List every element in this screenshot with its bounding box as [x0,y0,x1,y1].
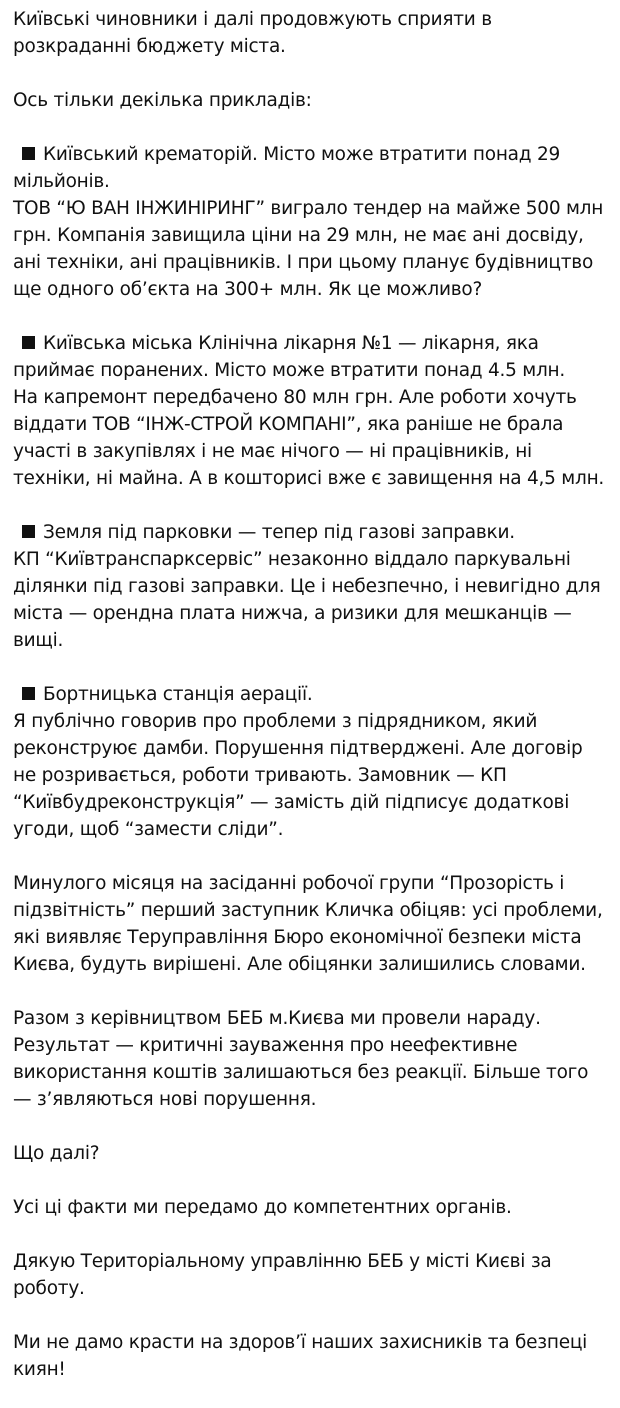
text-line: киян! [13,1359,66,1380]
text-line: Київські чиновники і далі продовжують сприяти в [13,9,492,30]
text-line: Я публічно говорив про проблеми з підрядником, який [13,711,538,732]
post-text [13,6,613,1383]
text-line: ділянки під газові заправки. Це і небезпечно, і невигідно для [13,576,601,597]
example-item-crematorium [13,141,613,303]
black-square-icon [22,336,35,349]
text-line: “Київбудреконструкція” — замість дій підписує додаткові [13,792,570,813]
text-line: ТОВ “Ю ВАН ІНЖИНІРИНГ” виграло тендер на майже 500 млн [13,198,604,219]
meeting-paragraph [13,1005,613,1113]
text-line: Ось тільки декілька прикладів: [13,90,312,111]
black-square-icon [22,687,35,700]
text-line: грн. Компанія завищила ціни на 29 млн, не має ані досвіду, [13,225,584,246]
text-line: На капремонт передбачено 80 млн грн. Але роботи хочуть [13,387,577,408]
text-line: вищі. [13,630,64,651]
example-item-aeration-station [13,681,613,843]
text-line: техніки, ні майна. А в кошторисі вже є завищення на 4,5 млн. [13,468,605,489]
text-line: Дякую Територіальному управлінню БЕБ у місті Києві за [13,1251,552,1272]
text-line [13,141,613,168]
text-line: приймає поранених. Місто може втратити понад 4.5 млн. [13,360,566,381]
example-item-hospital [13,330,613,492]
text-line: ще одного об’єкта на 300+ млн. Як це можливо? [13,279,483,300]
facts-paragraph [13,1194,613,1221]
working-group-paragraph [13,870,613,978]
example-item-parking [13,519,613,654]
intro-paragraph [13,6,613,60]
text-line: Що далі? [13,1143,100,1164]
text-line: участі в закупівлях і не має нічого — ні працівників, ні [13,441,532,462]
text-line: використання коштів залишаються без реакції. Більше того [13,1062,589,1083]
text-line: — з’являються нові порушення. [13,1089,317,1110]
text-line: реконструює дамби. Порушення підтверджені. Але договір [13,738,583,759]
text-line [13,681,613,708]
text-line: підзвітність” перший заступник Кличка обіцяв: усі проблеми, [13,900,603,921]
text-line: ані техніки, ані працівників. І при цьому планує будівництво [13,252,594,273]
text-line: Ми не дамо красти на здоров’ї наших захисників та безпеці [13,1332,588,1353]
text-line: Усі ці факти ми передамо до компетентних органів. [13,1197,512,1218]
text-line: віддати ТОВ “ІНЖ-СТРОЙ КОМПАНІ”, яка раніше не брала [13,414,564,435]
question-paragraph [13,1140,613,1167]
text-line: міста — орендна плата нижча, а ризики для мешканців — [13,603,572,624]
black-square-icon [22,147,35,160]
text-line: угоди, щоб “замести сліди”. [13,819,284,840]
text-line: Минулого місяця на засіданні робочої групи “Прозорість і [13,873,565,894]
item-heading: Київська міська Клінічна лікарня №1 — лікарня, яка [43,333,539,354]
text-line [13,330,613,357]
black-square-icon [22,525,35,538]
text-line: які виявляє Теруправління Бюро економічної безпеки міста [13,927,582,948]
closing-paragraph [13,1329,613,1383]
text-line: КП “Київтранспарксервіс” незаконно віддало паркувальні [13,549,571,570]
examples-lead [13,87,613,114]
text-line: роботу. [13,1278,85,1299]
thanks-paragraph [13,1248,613,1302]
text-line: Результат — критичні зауваження про неефективне [13,1035,518,1056]
text-line: розкраданні бюджету міста. [13,36,286,57]
text-line: не розривається, роботи тривають. Замовник — КП [13,765,507,786]
item-heading: Бортницька станція аерації. [43,684,313,705]
text-line: Києва, будуть вирішені. Але обіцянки залишились словами. [13,954,586,975]
text-line: Разом з керівництвом БЕБ м.Києва ми провели нараду. [13,1008,541,1029]
text-line [13,519,613,546]
item-heading: Київський крематорій. Місто може втратити понад 29 [43,144,560,165]
item-heading: Земля під парковки — тепер під газові заправки. [43,522,515,543]
text-line: мільйонів. [13,171,110,192]
